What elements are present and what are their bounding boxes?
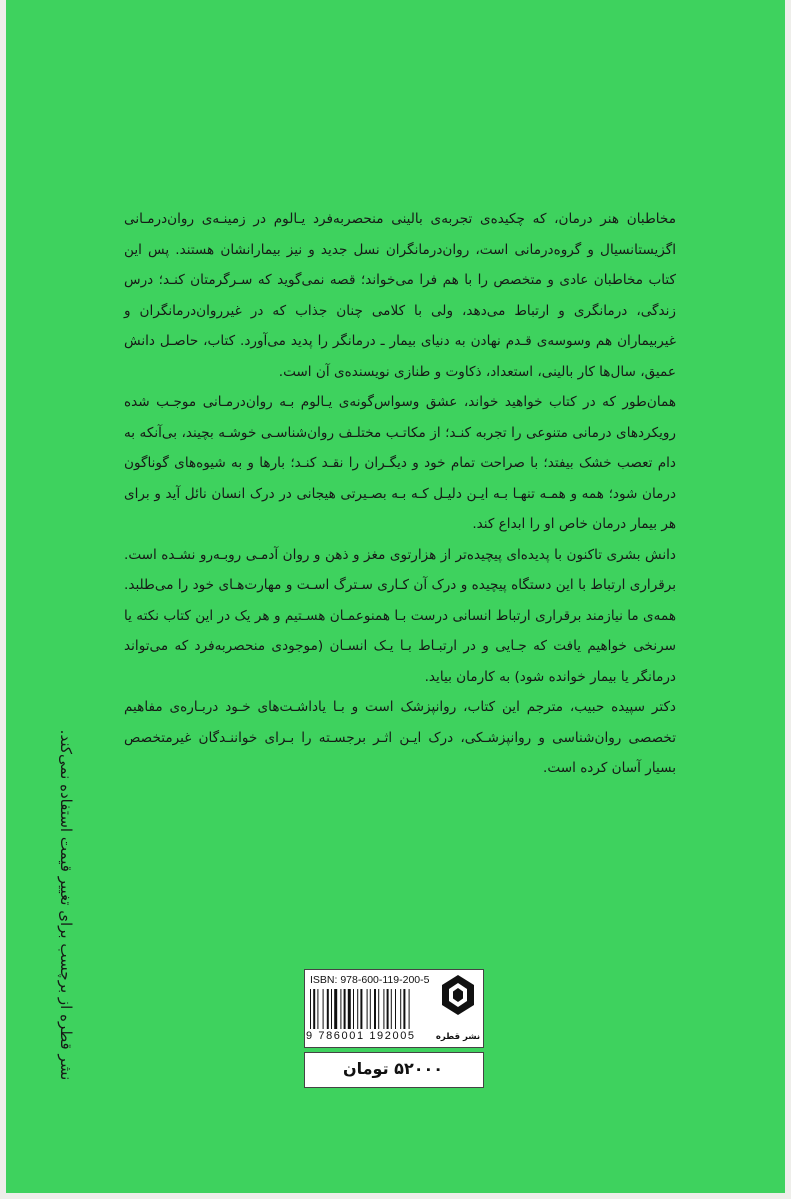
blurb-paragraph-4: دکتر سپیده حبیب، مترجم این کتاب، روانپزشک است و بـا یاداشـت‌های خـود دربـاره‌ی مفاهیم تخصصی روان‌شناسی و روانپزشـکی، درک ایـن اثـر برجسـته را بـرای خواننـدگان غیرمتخصص بسیار آسان کرده است. — [124, 699, 676, 776]
price-label-note — [46, 729, 86, 1081]
blurb-text — [124, 204, 676, 784]
barcode-digits: 9 786001 192005 — [306, 1030, 416, 1042]
isbn-text: ISBN: 978-600-119-200-5 — [310, 974, 430, 986]
barcode-icon — [310, 989, 432, 1029]
qatreh-logo-icon — [438, 971, 478, 1031]
blurb-paragraph-2: همان‌طور که در کتاب خواهید خواند، عشق وسواس‌گونه‌ی یـالوم بـه روان‌درمـانی موجـب شده رویکردهای درمانی متنوعی را تجربه کنـد؛ از مکاتـب مختلـف روان‌شناسـی خوشـه بچیند، بی‌آنکه به دام تعصب خشک بیفتد؛ با صراحت تمام خود و دیگـران را نقـد کنـد؛ بارها و به شیوه‌های گوناگون درمان شود؛ همه و همـه تنهـا بـه ایـن دلیـل کـه بـه بصـیرتی هیجانی در درک انسان نائل آید و برای هر بیمار درمان خاص او را ابداع کند. — [124, 394, 676, 532]
blurb-paragraph-1: مخاطبان هنر درمان، که چکیده‌ی تجربه‌ی بالینی منحصربه‌فرد یـالوم در زمینـه‌ی روان‌درمـانی اگزیستانسیال و گروه‌درمانی است، روان‌درمانگران نسل جدید و نیز بیمارانشان هستند. پس این کتاب مخاطبان عادی و متخصص را با هم فرا می‌خواند؛ قصه نمی‌گوید که سـرگرمتان کنـد؛ درس زندگی، درمانگری و ارتباط می‌دهد، ولی با کلامی چنان جذاب که در غیرروان‌درمانگران و غیربیماران هم وسوسه‌ی قـدم نهادن به دنیای بیمار ـ درمانگر را پدید می‌آورد. کتاب، حاصـل دانش عمیق، سال‌ها کار بالینی، استعداد، ذکاوت و طنازی نویسنده‌ی آن است. — [124, 211, 676, 380]
publisher-logo-label: نشر قطره — [435, 1032, 481, 1042]
price-text: ۵۲۰۰۰ تومان — [342, 1059, 443, 1078]
price-label-note-text: نشر قطره از برچسب برای تغییر قیمت استفاده نمی‌کند. — [57, 729, 75, 1081]
blurb-paragraph-3: دانش بشری تاکنون با پدیده‌ای پیچیده‌تر از هزارتوی مغز و ذهن و روان آدمـی روبـه‌رو نشـده است. برقراری ارتباط با این دستگاه پیچیده و درک آن کـاری سـترگ اسـت و مهارت‌هـای خود را می‌طلبد. همه‌ی ما نیازمند برقراری ارتباط انسانی درست بـا همنوعمـان هسـتیم و هر یک در این کتاب نکته یا سرنخی خواهیم یافت که جـایی و در ارتبـاط بـا یـک انسـان (موجودی منحصربه‌فرد که می‌تواند درمانگر یا بیمار خوانده شود) به کارمان بیاید. — [124, 546, 676, 685]
